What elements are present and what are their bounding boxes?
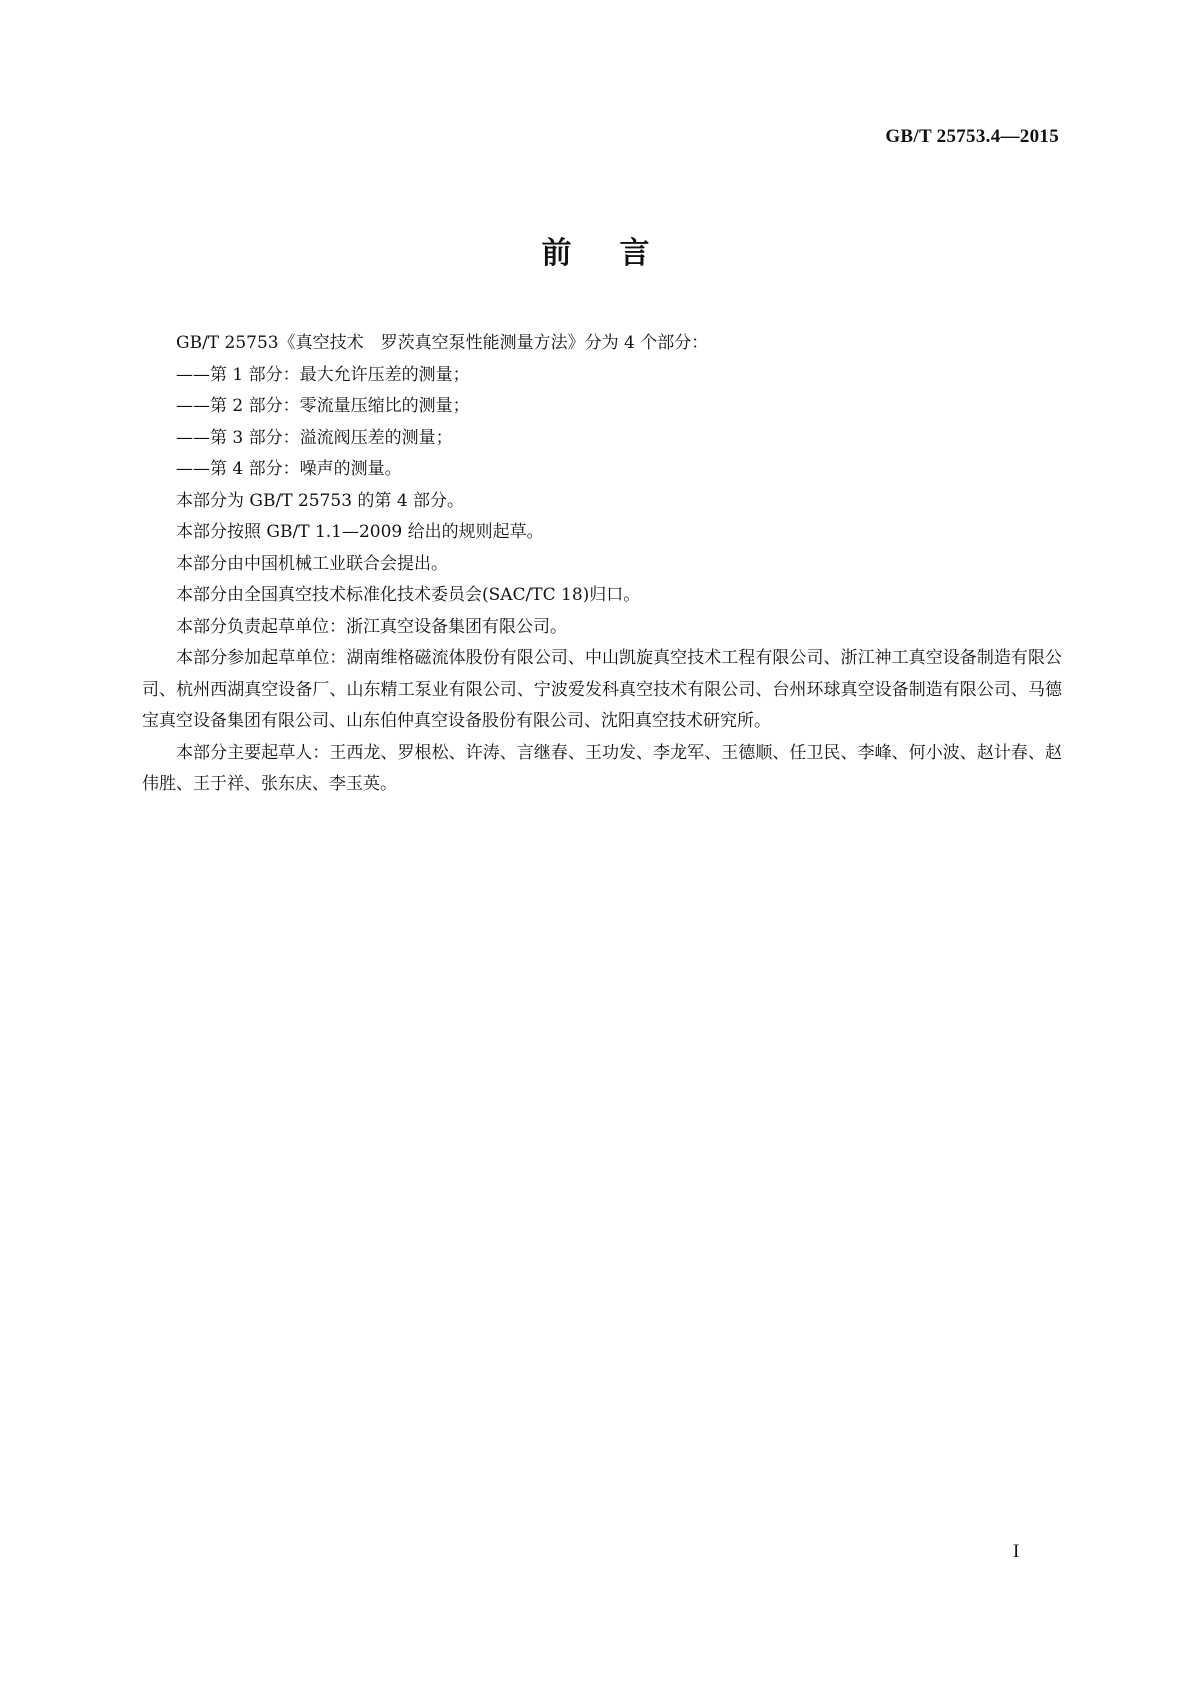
- page-title: 前言: [541, 236, 698, 271]
- document-body: [142, 328, 1062, 801]
- page-number: I: [1013, 1541, 1020, 1562]
- paragraph-main-drafters: 本部分主要起草人：王西龙、罗根松、许涛、言继春、王功发、李龙军、王德顺、任卫民、李峰、何小波、赵计春、赵伟胜、王于祥、张东庆、李玉英。: [142, 742, 1062, 794]
- list-item-part-4: ——第 4 部分：噪声的测量。: [176, 459, 402, 479]
- standard-number: GB/T 25753.4—2015: [885, 126, 1059, 147]
- paragraph-lead-drafter: 本部分负责起草单位：浙江真空设备集团有限公司。: [176, 616, 567, 637]
- paragraph-drafting-rules: 本部分按照 GB/T 1.1—2009 给出的规则起草。: [176, 522, 544, 542]
- paragraph-series-intro: GB/T 25753《真空技术 罗茨真空泵性能测量方法》分为 4 个部分：: [176, 333, 709, 353]
- list-item-part-1: ——第 1 部分：最大允许压差的测量；: [176, 364, 470, 385]
- paragraph-part-statement: 本部分为 GB/T 25753 的第 4 部分。: [176, 490, 465, 511]
- list-item-part-3: ——第 3 部分：溢流阀压差的测量；: [176, 427, 453, 448]
- paragraph-proposer: 本部分由中国机械工业联合会提出。: [176, 553, 448, 574]
- paragraph-administrator: 本部分由全国真空技术标准化技术委员会(SAC/TC 18)归口。: [176, 585, 641, 605]
- paragraph-participating-drafters: 本部分参加起草单位：湖南维格磁流体股份有限公司、中山凯旋真空技术工程有限公司、浙江神工真空设备制造有限公司、杭州西湖真空设备厂、山东精工泵业有限公司、宁波爱发科真空技术有限公司、台州环球真空设备制造有限公司、马德宝真空设备集团有限公司、山东伯仲真空设备股份有限公司、沈阳真空技术研究所。: [142, 648, 1062, 731]
- list-item-part-2: ——第 2 部分：零流量压缩比的测量；: [176, 396, 470, 416]
